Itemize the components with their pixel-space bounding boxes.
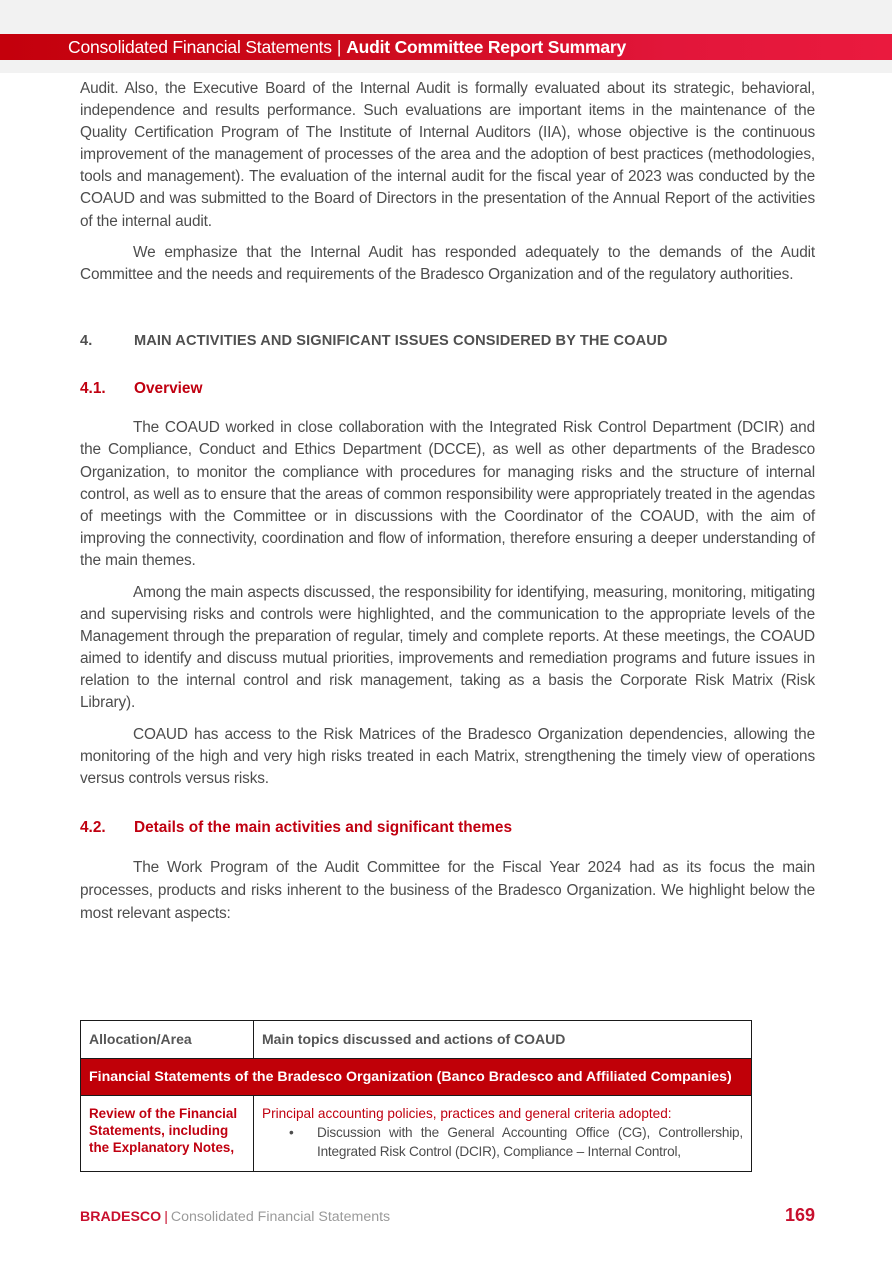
subsection-number: 4.2.	[80, 818, 106, 836]
footer-label	[80, 1209, 390, 1225]
table-cell-area: Review of the Financial Statements, including the Explanatory Notes,	[81, 1096, 254, 1172]
header-section: Consolidated Financial Statements	[68, 36, 332, 57]
footer-separator: |	[164, 1209, 168, 1225]
topics-bullet-list	[262, 1123, 743, 1161]
topics-bullet-item	[262, 1123, 743, 1161]
paragraph-internal-audit-response: We emphasize that the Internal Audit has responded adequately to the demands of the Audit Committee and the needs and requirements of the Bradesco Organization and of the regulatory authorities.	[80, 244, 815, 284]
section-number: 4.	[80, 333, 93, 350]
footer-brand: BRADESCO	[80, 1209, 162, 1225]
topics-lead: Principal accounting policies, practices and general criteria adopted:	[262, 1106, 672, 1121]
column-header-area: Allocation/Area	[81, 1021, 254, 1059]
page-content	[80, 78, 815, 925]
subsection-heading-4-1	[80, 380, 815, 398]
table-section-row	[81, 1059, 752, 1096]
paragraph-work-program: The Work Program of the Audit Committee for the Fiscal Year 2024 had as its focus the main processes, products and risks inherent to the business of the Bradesco Organization. We highlight below the most relevant aspects:	[80, 858, 815, 922]
page-number: 169	[784, 1205, 815, 1225]
paragraph-overview-collaboration: The COAUD worked in close collaboration with the Integrated Risk Control Department (DCIR) and the Compliance, Conduct and Ethics Department (DCCE), as well as other departments of the Bradesco Organization, to monitor the compliance with procedures for managing risks and the structure of internal control, as well as to ensure that the areas of common responsibility were appropriately treated in the agendas of meetings with the Committee or in discussions with the Coordinator of the COAUD, with the aim of improving the connectivity, coordination and flow of information, therefore ensuring a deeper understanding of the main themes.	[80, 419, 815, 569]
subsection-heading-4-2	[80, 819, 815, 837]
section-heading-4	[80, 333, 815, 349]
table-section-title: Financial Statements of the Bradesco Organization (Banco Bradesco and Affiliated Companies)	[81, 1059, 752, 1096]
paragraph-overview-aspects: Among the main aspects discussed, the responsibility for identifying, measuring, monitoring, mitigating and supervising risks and controls were highlighted, and the communication to the appropriate levels of the Management through the preparation of regular, timely and complete reports. At these meetings, the COAUD aimed to identify and discuss mutual priorities, improvements and remediation programs and future issues in relation to the internal control and risk management, taking as a basis the Corporate Risk Matrix (Risk Library).	[80, 583, 815, 711]
page-footer	[80, 1205, 815, 1226]
paragraph-overview-risk-matrices: COAUD has access to the Risk Matrices of the Bradesco Organization dependencies, allowing the monitoring of the high and very high risks treated in each Matrix, strengthening the timely view of operations versus controls versus risks.	[80, 725, 815, 787]
table-row	[81, 1096, 752, 1172]
table-header-row	[81, 1021, 752, 1059]
activities-table	[80, 1020, 752, 1172]
header-separator: |	[336, 36, 342, 57]
subsection-title: Details of the main activities and significant themes	[134, 818, 513, 836]
paragraph-internal-audit-evaluation: Audit. Also, the Executive Board of the Internal Audit is formally evaluated about its strategic, behavioral, independence and results performance. Such evaluations are important items in the maintenance of the Quality Certification Program of The Institute of Internal Auditors (IIA), whose objective is the continuous improvement of the management of processes of the area and the adoption of best practices (methodologies, tools and management). The evaluation of the internal audit for the fiscal year of 2023 was conducted by the COAUD and was submitted to the Board of Directors in the presentation of the Annual Report of the activities of the internal audit.	[80, 80, 815, 230]
footer-document-name: Consolidated Financial Statements	[170, 1209, 391, 1225]
column-header-topics: Main topics discussed and actions of COAUD	[254, 1021, 752, 1059]
running-header	[0, 34, 892, 60]
bullet-text: Discussion with the General Accounting Office (CG), Controllership, Integrated Risk Control (DCIR), Compliance – Internal Control,	[317, 1125, 743, 1159]
table-cell-topics	[254, 1096, 752, 1172]
section-title: MAIN ACTIVITIES AND SIGNIFICANT ISSUES CONSIDERED BY THE COAUD	[134, 333, 668, 350]
subsection-number: 4.1.	[80, 380, 106, 398]
header-title: Audit Committee Report Summary	[346, 36, 627, 57]
subsection-title: Overview	[134, 380, 203, 398]
bullet-icon: •	[289, 1125, 294, 1140]
